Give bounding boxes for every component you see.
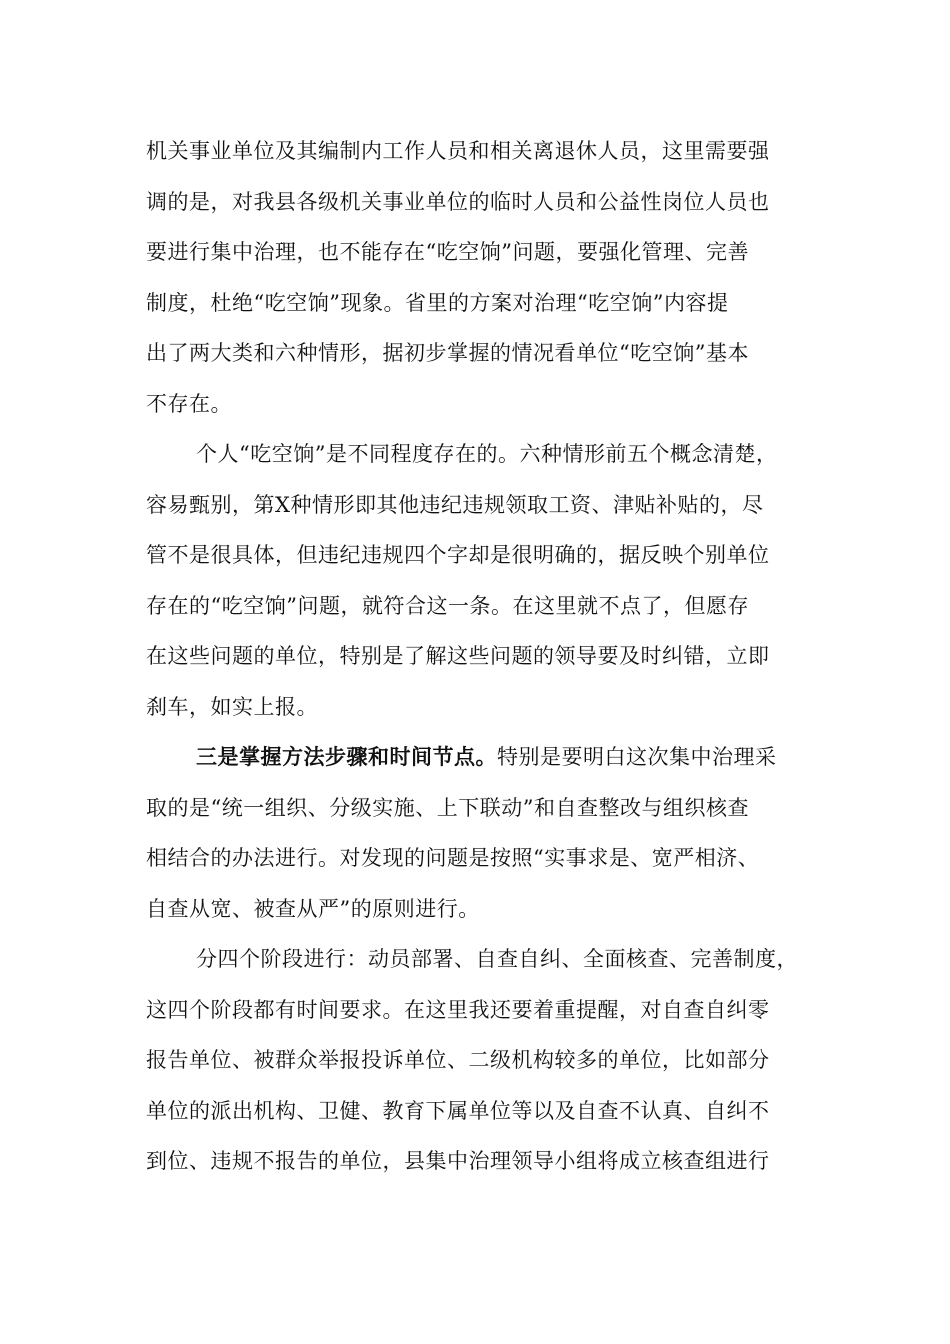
text-line: 自查从宽、被查从严”的原则进行。 [146, 896, 480, 921]
text-line: 调的是，对我县各级机关事业单位的临时人员和公益性岗位人员也 [146, 189, 770, 214]
text-line: 不存在。 [146, 391, 232, 416]
paragraph-1 [146, 126, 806, 429]
document-body [146, 126, 806, 1187]
text-line: 制度，杜绝“吃空饷”现象。省里的方案对治理“吃空饷”内容提 [146, 290, 729, 315]
text-line: 单位的派出机构、卫健、教育下属单位等以及自查不认真、自纠不 [146, 1098, 770, 1123]
paragraph-4 [146, 934, 806, 1187]
paragraph-2 [146, 429, 806, 732]
text-line: 分四个阶段进行：动员部署、自查自纠、全面核查、完善制度， [196, 947, 798, 971]
text-line: 要进行集中治理，也不能存在“吃空饷”问题，要强化管理、完善 [146, 240, 749, 264]
text-line: 机关事业单位及其编制内工作人员和相关离退休人员，这里需要强 [146, 139, 770, 163]
text-line: 出了两大类和六种情形，据初步掌握的情况看单位“吃空饷”基本 [146, 341, 749, 365]
text-line: 报告单位、被群众举报投诉单位、二级机构较多的单位，比如部分 [146, 1048, 770, 1072]
text-run: 特别是要明白这次集中治理采 [497, 745, 777, 769]
text-line: 在这些问题的单位，特别是了解这些问题的领导要及时纠错，立即 [146, 644, 770, 668]
text-line: 容易甄别，第X种情形即其他违纪违规领取工资、津贴补贴的，尽 [146, 492, 764, 517]
text-line: 刹车，如实上报。 [146, 694, 318, 719]
text-line: 相结合的办法进行。对发现的问题是按照“实事求是、宽严相济、 [146, 846, 760, 870]
text-line: 到位、违规不报告的单位，县集中治理领导小组将成立核查组进行 [146, 1149, 770, 1173]
text-line: 取的是“统一组织、分级实施、上下联动”和自查整改与组织核查 [146, 795, 749, 820]
text-line [146, 732, 806, 783]
text-line: 管不是很具体，但违纪违规四个字却是很明确的，据反映个别单位 [146, 543, 770, 567]
text-line: 个人“吃空饷”是不同程度存在的。六种情形前五个概念清楚， [196, 442, 778, 466]
text-line: 这四个阶段都有时间要求。在这里我还要着重提醒，对自查自纠零 [146, 997, 770, 1022]
text-line: 存在的“吃空饷”问题，就符合这一条。在这里就不点了，但愿存 [146, 593, 749, 618]
paragraph-3 [146, 732, 806, 934]
section-heading: 三是掌握方法步骤和时间节点。 [196, 744, 497, 769]
